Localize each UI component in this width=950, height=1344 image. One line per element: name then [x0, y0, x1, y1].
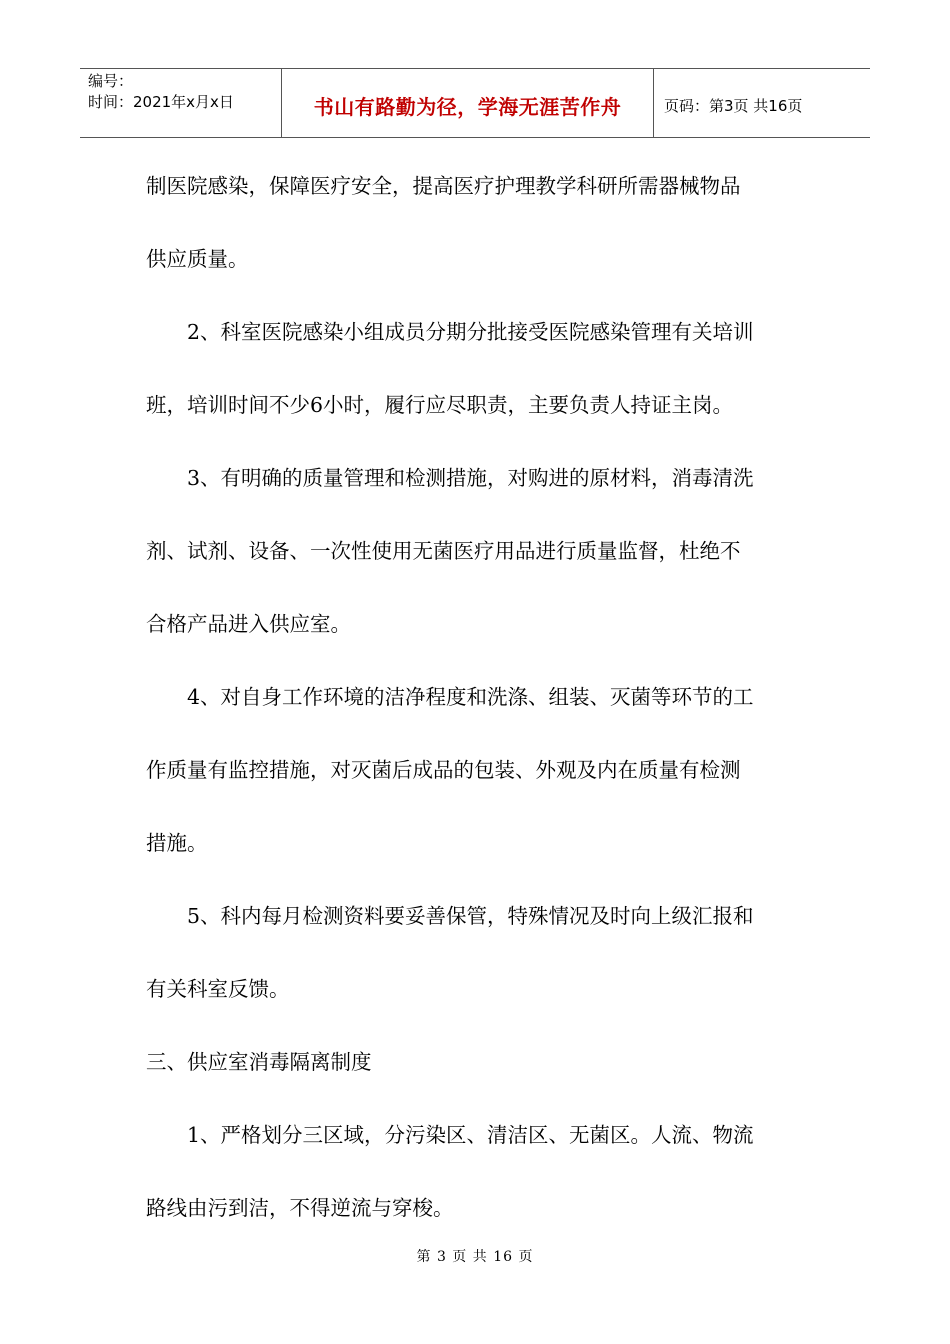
section-heading: 三、供应室消毒隔离制度: [146, 1050, 372, 1074]
paragraph-line: 路线由污到洁，不得逆流与穿梭。: [146, 1196, 454, 1220]
footer-page-number: 第 3 页 共 16 页: [416, 1249, 534, 1265]
paragraph-line: 措施。: [146, 831, 208, 855]
paragraph-line: 2、科室医院感染小组成员分期分批接受医院感染管理有关培训: [187, 320, 754, 344]
header-motto-cell: [282, 69, 654, 137]
page-header: [80, 68, 870, 138]
header-page-info: 页码：第3页 共16页: [664, 96, 803, 115]
paragraph-line: 合格产品进入供应室。: [146, 612, 351, 636]
document-number-label: 编号：: [88, 72, 134, 90]
paragraph-line: 作质量有监控措施，对灭菌后成品的包装、外观及内在质量有检测: [146, 758, 741, 782]
paragraph-line: 剂、试剂、设备、一次性使用无菌医疗用品进行质量监督，杜绝不: [146, 539, 741, 563]
document-body: [146, 150, 811, 1245]
paragraph-line: 1、严格划分三区域，分污染区、清洁区、无菌区。人流、物流: [187, 1123, 754, 1147]
page-footer: [0, 1246, 950, 1266]
header-motto: 书山有路勤为径，学海无涯苦作舟: [313, 94, 622, 119]
document-time-label: 时间：2021年x月x日: [88, 93, 234, 111]
header-page-info-cell: [654, 71, 870, 139]
paragraph-line: 供应质量。: [146, 247, 249, 271]
paragraph-line: 4、对自身工作环境的洁净程度和洗涤、组装、灭菌等环节的工: [187, 685, 754, 709]
paragraph-line: 有关科室反馈。: [146, 977, 290, 1001]
paragraph-line: 班，培训时间不少6小时，履行应尽职责，主要负责人持证主岗。: [146, 393, 734, 417]
paragraph-line: 3、有明确的质量管理和检测措施，对购进的原材料，消毒清洗: [187, 466, 754, 490]
header-meta: [80, 69, 282, 137]
paragraph-line: 制医院感染，保障医疗安全，提高医疗护理教学科研所需器械物品: [146, 174, 741, 198]
paragraph-line: 5、科内每月检测资料要妥善保管，特殊情况及时向上级汇报和: [187, 904, 754, 928]
